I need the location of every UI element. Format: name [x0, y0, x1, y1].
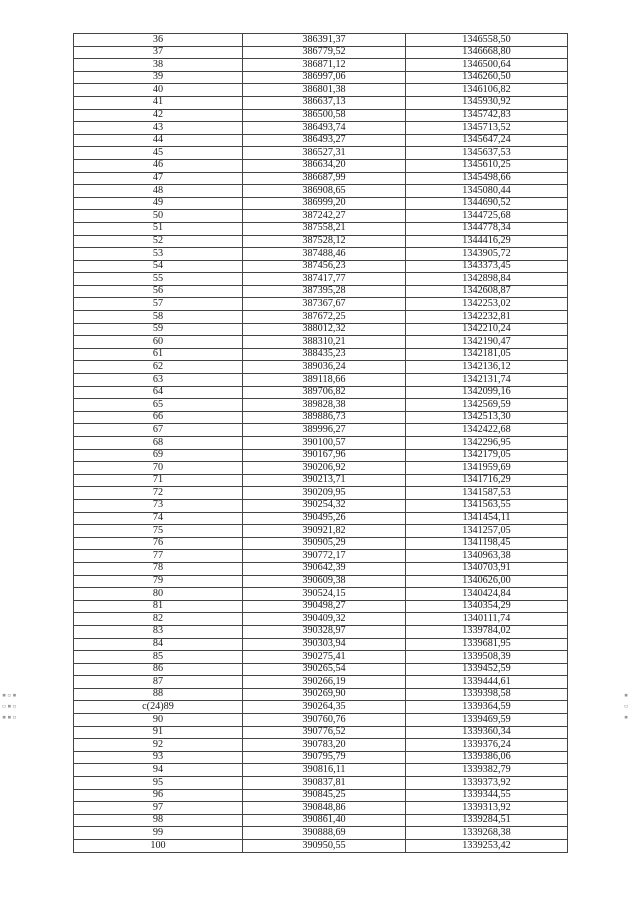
x-coordinate-cell: 390409,32: [243, 613, 406, 626]
table-row: [74, 676, 568, 689]
y-coordinate-cell: 1339284,51: [406, 814, 568, 827]
x-coordinate-cell: 390100,57: [243, 437, 406, 450]
x-coordinate-cell: 390254,32: [243, 499, 406, 512]
y-coordinate-cell: 1342253,02: [406, 298, 568, 311]
table-row: [74, 185, 568, 198]
y-coordinate-cell: 1339784,02: [406, 625, 568, 638]
x-coordinate-cell: 386779,52: [243, 46, 406, 59]
x-coordinate-cell: 389996,27: [243, 424, 406, 437]
y-coordinate-cell: 1339386,06: [406, 751, 568, 764]
y-coordinate-cell: 1342210,24: [406, 323, 568, 336]
x-coordinate-cell: 390269,90: [243, 688, 406, 701]
point-number-cell: 54: [74, 260, 243, 273]
point-number-cell: 76: [74, 537, 243, 550]
table-row: [74, 651, 568, 664]
table-row: [74, 663, 568, 676]
table-row: [74, 638, 568, 651]
x-coordinate-cell: 390888,69: [243, 827, 406, 840]
x-coordinate-cell: 387558,21: [243, 222, 406, 235]
table-row: [74, 361, 568, 374]
table-row: [74, 764, 568, 777]
y-coordinate-cell: 1342179,05: [406, 449, 568, 462]
x-coordinate-cell: 390950,55: [243, 840, 406, 853]
y-coordinate-cell: 1340703,91: [406, 562, 568, 575]
point-number-cell: 85: [74, 651, 243, 664]
point-number-cell: 91: [74, 726, 243, 739]
table-row: [74, 96, 568, 109]
point-number-cell: 47: [74, 172, 243, 185]
x-coordinate-cell: 386500,58: [243, 109, 406, 122]
y-coordinate-cell: 1346558,50: [406, 34, 568, 47]
point-number-cell: 59: [74, 323, 243, 336]
table-row: [74, 235, 568, 248]
table-row: [74, 285, 568, 298]
point-number-cell: 79: [74, 575, 243, 588]
y-coordinate-cell: 1342296,95: [406, 437, 568, 450]
point-number-cell: 70: [74, 462, 243, 475]
y-coordinate-cell: 1342099,16: [406, 386, 568, 399]
x-coordinate-cell: 386999,20: [243, 197, 406, 210]
table-row: [74, 59, 568, 72]
x-coordinate-cell: 390328,97: [243, 625, 406, 638]
table-row: [74, 550, 568, 563]
x-coordinate-cell: 390266,19: [243, 676, 406, 689]
x-coordinate-cell: 390816,11: [243, 764, 406, 777]
y-coordinate-cell: 1345713,52: [406, 122, 568, 135]
y-coordinate-cell: 1345610,25: [406, 159, 568, 172]
point-number-cell: 65: [74, 399, 243, 412]
x-coordinate-cell: 386527,31: [243, 147, 406, 160]
y-coordinate-cell: 1339373,92: [406, 777, 568, 790]
table-row: [74, 311, 568, 324]
y-coordinate-cell: 1339344,55: [406, 789, 568, 802]
point-number-cell: 93: [74, 751, 243, 764]
point-number-cell: 95: [74, 777, 243, 790]
table-row: [74, 789, 568, 802]
coordinates-table-body: [74, 34, 568, 853]
y-coordinate-cell: 1340626,00: [406, 575, 568, 588]
x-coordinate-cell: 386687,99: [243, 172, 406, 185]
x-coordinate-cell: 386493,27: [243, 134, 406, 147]
point-number-cell: 45: [74, 147, 243, 160]
point-number-cell: 69: [74, 449, 243, 462]
point-number-cell: 86: [74, 663, 243, 676]
y-coordinate-cell: 1345498,66: [406, 172, 568, 185]
table-row: [74, 134, 568, 147]
y-coordinate-cell: 1343373,45: [406, 260, 568, 273]
y-coordinate-cell: 1345637,53: [406, 147, 568, 160]
x-coordinate-cell: 389036,24: [243, 361, 406, 374]
table-row: [74, 562, 568, 575]
y-coordinate-cell: 1344416,29: [406, 235, 568, 248]
table-row: [74, 210, 568, 223]
table-row: [74, 197, 568, 210]
y-coordinate-cell: 1342181,05: [406, 348, 568, 361]
x-coordinate-cell: 390303,94: [243, 638, 406, 651]
point-number-cell: 60: [74, 336, 243, 349]
table-row: [74, 474, 568, 487]
x-coordinate-cell: 390609,38: [243, 575, 406, 588]
x-coordinate-cell: 389828,38: [243, 399, 406, 412]
x-coordinate-cell: 387488,46: [243, 248, 406, 261]
x-coordinate-cell: 386493,74: [243, 122, 406, 135]
y-coordinate-cell: 1340111,74: [406, 613, 568, 626]
point-number-cell: 77: [74, 550, 243, 563]
point-number-cell: 94: [74, 764, 243, 777]
y-coordinate-cell: 1340963,38: [406, 550, 568, 563]
table-row: [74, 34, 568, 47]
table-row: [74, 260, 568, 273]
x-coordinate-cell: 390921,82: [243, 525, 406, 538]
table-row: [74, 323, 568, 336]
point-number-cell: 78: [74, 562, 243, 575]
table-row: [74, 222, 568, 235]
point-number-cell: 49: [74, 197, 243, 210]
table-row: [74, 739, 568, 752]
y-coordinate-cell: 1343905,72: [406, 248, 568, 261]
table-row: [74, 625, 568, 638]
x-coordinate-cell: 389706,82: [243, 386, 406, 399]
point-number-cell: 72: [74, 487, 243, 500]
point-number-cell: 51: [74, 222, 243, 235]
table-row: [74, 147, 568, 160]
y-coordinate-cell: 1344725,68: [406, 210, 568, 223]
y-coordinate-cell: 1339376,24: [406, 739, 568, 752]
x-coordinate-cell: 387456,23: [243, 260, 406, 273]
point-number-cell: 99: [74, 827, 243, 840]
y-coordinate-cell: 1345647,24: [406, 134, 568, 147]
y-coordinate-cell: 1339444,61: [406, 676, 568, 689]
table-row: [74, 726, 568, 739]
y-coordinate-cell: 1339681,95: [406, 638, 568, 651]
point-number-cell: 62: [74, 361, 243, 374]
table-row: [74, 701, 568, 714]
point-number-cell: 68: [74, 437, 243, 450]
table-row: [74, 336, 568, 349]
y-coordinate-cell: 1344778,34: [406, 222, 568, 235]
point-number-cell: 53: [74, 248, 243, 261]
x-coordinate-cell: 390265,54: [243, 663, 406, 676]
table-row: [74, 248, 568, 261]
y-coordinate-cell: 1339313,92: [406, 802, 568, 815]
x-coordinate-cell: 388310,21: [243, 336, 406, 349]
x-coordinate-cell: 387528,12: [243, 235, 406, 248]
point-number-cell: 88: [74, 688, 243, 701]
x-coordinate-cell: 390783,20: [243, 739, 406, 752]
x-coordinate-cell: 387395,28: [243, 285, 406, 298]
y-coordinate-cell: 1342569,59: [406, 399, 568, 412]
point-number-cell: 46: [74, 159, 243, 172]
y-coordinate-cell: 1342898,84: [406, 273, 568, 286]
point-number-cell: 64: [74, 386, 243, 399]
coordinates-table: [73, 33, 568, 853]
table-row: [74, 827, 568, 840]
table-row: [74, 575, 568, 588]
x-coordinate-cell: 390206,92: [243, 462, 406, 475]
point-number-cell: 92: [74, 739, 243, 752]
point-number-cell: 37: [74, 46, 243, 59]
point-number-cell: 87: [74, 676, 243, 689]
x-coordinate-cell: 386634,20: [243, 159, 406, 172]
table-row: [74, 437, 568, 450]
x-coordinate-cell: 388435,23: [243, 348, 406, 361]
point-number-cell: 80: [74, 588, 243, 601]
point-number-cell: 63: [74, 374, 243, 387]
point-number-cell: 67: [74, 424, 243, 437]
point-number-cell: 90: [74, 714, 243, 727]
right-margin-scan-artifact: ▪ ▫ ▪: [624, 691, 630, 721]
y-coordinate-cell: 1339508,39: [406, 651, 568, 664]
point-number-cell: 82: [74, 613, 243, 626]
table-row: [74, 588, 568, 601]
y-coordinate-cell: 1345742,83: [406, 109, 568, 122]
y-coordinate-cell: 1341563,55: [406, 499, 568, 512]
x-coordinate-cell: 390167,96: [243, 449, 406, 462]
table-row: [74, 71, 568, 84]
x-coordinate-cell: 386871,12: [243, 59, 406, 72]
x-coordinate-cell: 390795,79: [243, 751, 406, 764]
x-coordinate-cell: 390264,35: [243, 701, 406, 714]
y-coordinate-cell: 1339253,42: [406, 840, 568, 853]
table-row: [74, 802, 568, 815]
y-coordinate-cell: 1345080,44: [406, 185, 568, 198]
point-number-cell: 75: [74, 525, 243, 538]
x-coordinate-cell: 386391,37: [243, 34, 406, 47]
y-coordinate-cell: 1341716,29: [406, 474, 568, 487]
point-number-cell: 98: [74, 814, 243, 827]
y-coordinate-cell: 1341257,05: [406, 525, 568, 538]
table-row: [74, 298, 568, 311]
x-coordinate-cell: 386801,38: [243, 84, 406, 97]
table-row: [74, 751, 568, 764]
y-coordinate-cell: 1344690,52: [406, 197, 568, 210]
y-coordinate-cell: 1339268,38: [406, 827, 568, 840]
point-number-cell: 40: [74, 84, 243, 97]
table-row: [74, 46, 568, 59]
y-coordinate-cell: 1339469,59: [406, 714, 568, 727]
y-coordinate-cell: 1342513,30: [406, 411, 568, 424]
y-coordinate-cell: 1342232,81: [406, 311, 568, 324]
point-number-cell: 48: [74, 185, 243, 198]
x-coordinate-cell: 387367,67: [243, 298, 406, 311]
y-coordinate-cell: 1341454,11: [406, 512, 568, 525]
table-row: [74, 714, 568, 727]
y-coordinate-cell: 1339382,79: [406, 764, 568, 777]
y-coordinate-cell: 1342136,12: [406, 361, 568, 374]
x-coordinate-cell: 388012,32: [243, 323, 406, 336]
x-coordinate-cell: 390498,27: [243, 600, 406, 613]
y-coordinate-cell: 1346260,50: [406, 71, 568, 84]
y-coordinate-cell: 1341198,45: [406, 537, 568, 550]
table-row: [74, 374, 568, 387]
point-number-cell: 56: [74, 285, 243, 298]
x-coordinate-cell: 390275,41: [243, 651, 406, 664]
table-row: [74, 424, 568, 437]
y-coordinate-cell: 1342422,68: [406, 424, 568, 437]
table-row: [74, 512, 568, 525]
x-coordinate-cell: 386637,13: [243, 96, 406, 109]
point-number-cell: 71: [74, 474, 243, 487]
point-number-cell: 97: [74, 802, 243, 815]
table-row: [74, 411, 568, 424]
y-coordinate-cell: 1339398,58: [406, 688, 568, 701]
point-number-cell: 50: [74, 210, 243, 223]
table-row: [74, 109, 568, 122]
table-row: [74, 688, 568, 701]
table-row: [74, 600, 568, 613]
point-number-cell: 38: [74, 59, 243, 72]
x-coordinate-cell: 389118,66: [243, 374, 406, 387]
point-number-cell: 41: [74, 96, 243, 109]
point-number-cell: 96: [74, 789, 243, 802]
point-number-cell: 52: [74, 235, 243, 248]
x-coordinate-cell: 386997,06: [243, 71, 406, 84]
table-row: [74, 84, 568, 97]
table-row: [74, 487, 568, 500]
point-number-cell: 39: [74, 71, 243, 84]
table-row: [74, 814, 568, 827]
x-coordinate-cell: 390642,39: [243, 562, 406, 575]
x-coordinate-cell: 390905,29: [243, 537, 406, 550]
y-coordinate-cell: 1346500,64: [406, 59, 568, 72]
x-coordinate-cell: 390524,15: [243, 588, 406, 601]
point-number-cell: 84: [74, 638, 243, 651]
table-row: [74, 449, 568, 462]
point-number-cell: 36: [74, 34, 243, 47]
table-row: [74, 348, 568, 361]
table-row: [74, 499, 568, 512]
x-coordinate-cell: 389886,73: [243, 411, 406, 424]
table-row: [74, 613, 568, 626]
y-coordinate-cell: 1340424,84: [406, 588, 568, 601]
x-coordinate-cell: 390845,25: [243, 789, 406, 802]
y-coordinate-cell: 1346668,80: [406, 46, 568, 59]
point-number-cell: 83: [74, 625, 243, 638]
point-number-cell: 43: [74, 122, 243, 135]
y-coordinate-cell: 1340354,29: [406, 600, 568, 613]
table-row: [74, 122, 568, 135]
x-coordinate-cell: 390213,71: [243, 474, 406, 487]
point-number-cell: 44: [74, 134, 243, 147]
point-number-cell: 57: [74, 298, 243, 311]
y-coordinate-cell: 1342190,47: [406, 336, 568, 349]
y-coordinate-cell: 1339364,59: [406, 701, 568, 714]
table-row: [74, 399, 568, 412]
x-coordinate-cell: 386908,65: [243, 185, 406, 198]
table-row: [74, 386, 568, 399]
y-coordinate-cell: 1342608,87: [406, 285, 568, 298]
x-coordinate-cell: 390861,40: [243, 814, 406, 827]
x-coordinate-cell: 387242,27: [243, 210, 406, 223]
y-coordinate-cell: 1339452,59: [406, 663, 568, 676]
point-number-cell: 55: [74, 273, 243, 286]
x-coordinate-cell: 390837,81: [243, 777, 406, 790]
y-coordinate-cell: 1341587,53: [406, 487, 568, 500]
point-number-cell: 74: [74, 512, 243, 525]
x-coordinate-cell: 390772,17: [243, 550, 406, 563]
point-number-cell: c(24)89: [74, 701, 243, 714]
x-coordinate-cell: 390760,76: [243, 714, 406, 727]
point-number-cell: 81: [74, 600, 243, 613]
y-coordinate-cell: 1345930,92: [406, 96, 568, 109]
left-margin-scan-artifact: ▪▫▪ ▫▪▫ ▪▪▫: [2, 691, 18, 721]
x-coordinate-cell: 390848,86: [243, 802, 406, 815]
table-row: [74, 172, 568, 185]
table-row: [74, 777, 568, 790]
table-row: [74, 159, 568, 172]
point-number-cell: 58: [74, 311, 243, 324]
point-number-cell: 61: [74, 348, 243, 361]
point-number-cell: 73: [74, 499, 243, 512]
point-number-cell: 100: [74, 840, 243, 853]
x-coordinate-cell: 390209,95: [243, 487, 406, 500]
y-coordinate-cell: 1341959,69: [406, 462, 568, 475]
point-number-cell: 42: [74, 109, 243, 122]
table-row: [74, 840, 568, 853]
point-number-cell: 66: [74, 411, 243, 424]
x-coordinate-cell: 387417,77: [243, 273, 406, 286]
table-row: [74, 525, 568, 538]
table-row: [74, 537, 568, 550]
y-coordinate-cell: 1342131,74: [406, 374, 568, 387]
y-coordinate-cell: 1339360,34: [406, 726, 568, 739]
x-coordinate-cell: 390776,52: [243, 726, 406, 739]
y-coordinate-cell: 1346106,82: [406, 84, 568, 97]
table-row: [74, 462, 568, 475]
x-coordinate-cell: 387672,25: [243, 311, 406, 324]
x-coordinate-cell: 390495,26: [243, 512, 406, 525]
table-row: [74, 273, 568, 286]
